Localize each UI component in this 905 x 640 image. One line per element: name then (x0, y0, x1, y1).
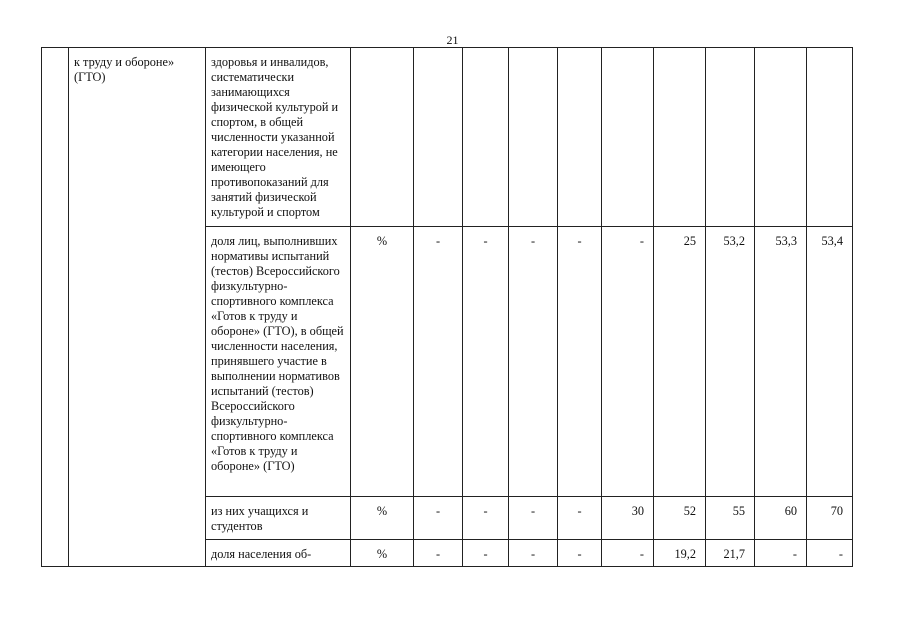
unit-cell: % (351, 540, 414, 567)
value-cell: - (558, 497, 602, 540)
value-cell: - (414, 540, 463, 567)
value-cell: 53,3 (755, 227, 807, 497)
value-cell: 52 (654, 497, 706, 540)
value-cell (654, 48, 706, 227)
value-cell: - (414, 497, 463, 540)
indicator-cell: доля лиц, выполнивших нормативы испытаний (тестов) Всероссийского физкультурно-спортивного комплекса «Готов к труду и обороне» (ГТО), в общей численности населения, принявшего участие в выполнении нормативов испытаний (тестов) Всероссийского физкультурно-спортивного комплекса «Готов к труду и обороне» (ГТО) (206, 227, 351, 497)
value-cell: - (558, 540, 602, 567)
value-cell: - (602, 540, 654, 567)
table-row (42, 48, 853, 227)
value-cell (463, 48, 509, 227)
value-cell: 55 (706, 497, 755, 540)
value-cell (509, 48, 558, 227)
unit-cell (351, 48, 414, 227)
value-cell: - (463, 227, 509, 497)
value-cell: 53,4 (807, 227, 853, 497)
indicators-table (41, 47, 853, 567)
indicator-cell: здоровья и инвалидов, систематически занимающихся физической культурой и спортом, в общей численности указанной категории населения, не имеющего противопоказаний для занятий физической культурой и спортом (206, 48, 351, 227)
number-column-cell (42, 48, 69, 567)
value-cell: - (463, 497, 509, 540)
indicator-cell: из них учащихся и студентов (206, 497, 351, 540)
unit-cell: % (351, 497, 414, 540)
value-cell: 25 (654, 227, 706, 497)
value-cell: - (509, 497, 558, 540)
value-cell (706, 48, 755, 227)
value-cell: 60 (755, 497, 807, 540)
value-cell: - (463, 540, 509, 567)
value-cell: - (807, 540, 853, 567)
value-cell: 21,7 (706, 540, 755, 567)
value-cell: - (509, 227, 558, 497)
value-cell: - (414, 227, 463, 497)
unit-cell: % (351, 227, 414, 497)
value-cell: - (558, 227, 602, 497)
value-cell (807, 48, 853, 227)
indicator-cell: доля населения об- (206, 540, 351, 567)
value-cell (602, 48, 654, 227)
value-cell: 19,2 (654, 540, 706, 567)
row-group-label: к труду и обороне» (ГТО) (69, 48, 206, 567)
value-cell (414, 48, 463, 227)
value-cell: - (602, 227, 654, 497)
value-cell (558, 48, 602, 227)
page-number: 21 (446, 33, 459, 47)
value-cell: - (755, 540, 807, 567)
value-cell: - (509, 540, 558, 567)
value-cell: 70 (807, 497, 853, 540)
value-cell: 30 (602, 497, 654, 540)
value-cell: 53,2 (706, 227, 755, 497)
value-cell (755, 48, 807, 227)
